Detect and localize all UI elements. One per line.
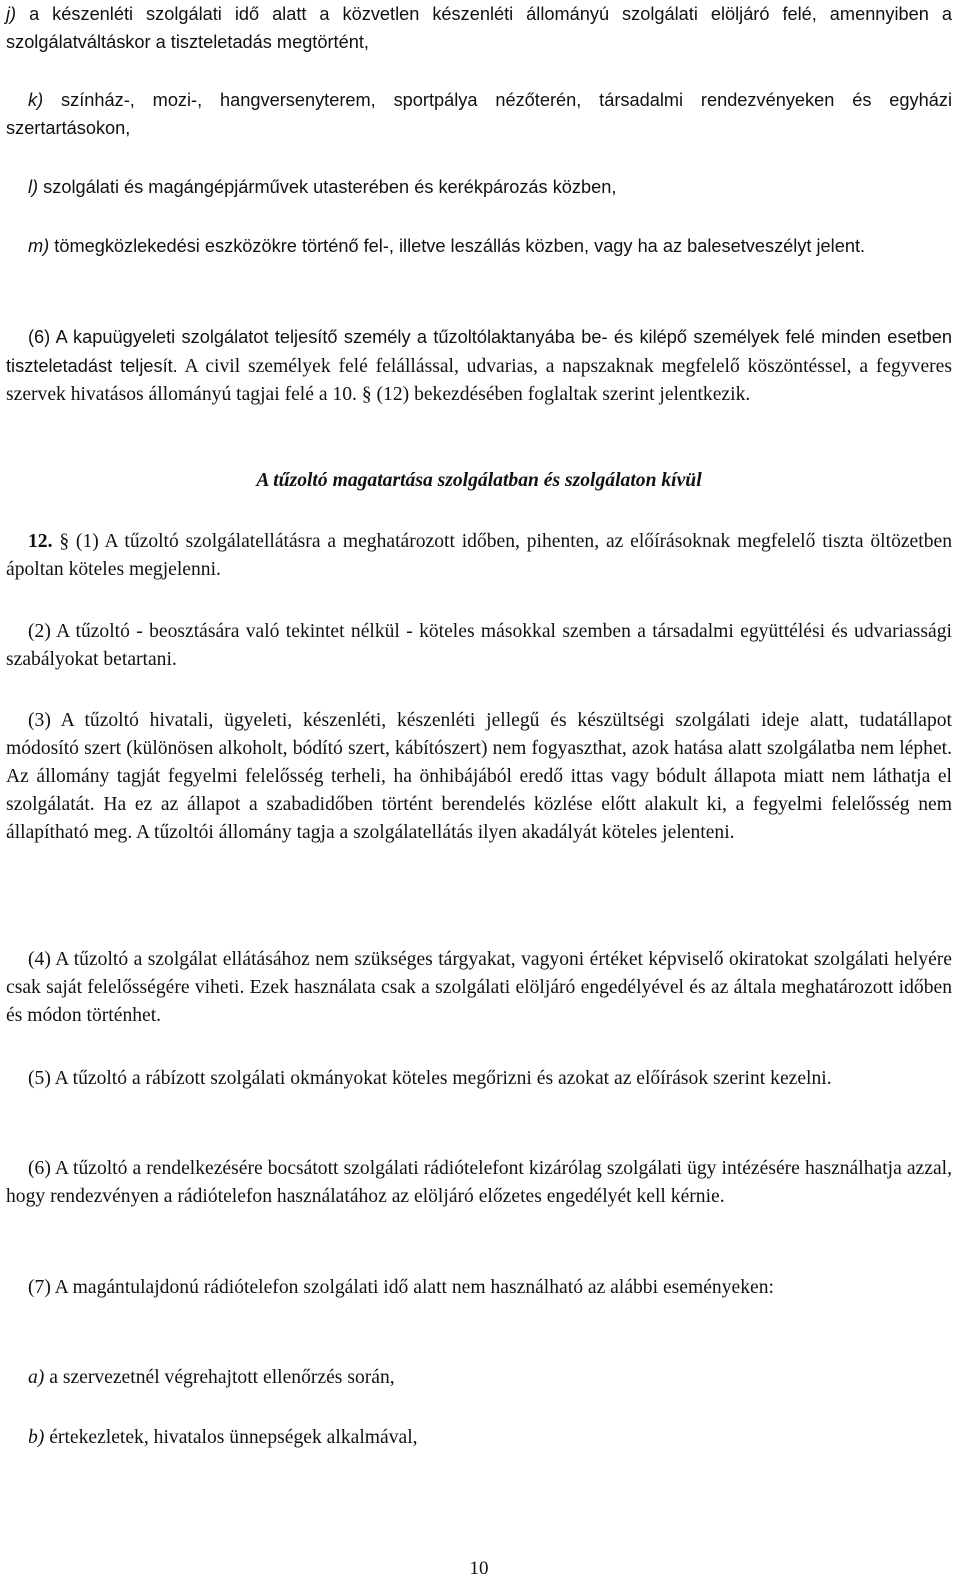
paragraph-12-7: (7) A magántulajdonú rádiótelefon szolgálati idő alatt nem használható az alábbi eseményeken: [28,1277,774,1298]
list-marker: b) [28,1427,45,1448]
section-number: 12. [28,531,53,552]
paragraph-12-2: (2) A tűzoltó - beosztására való tekintet nélkül - köteles másokkal szemben a társadalmi együttélési és udvariassági szabályokat betartani. [6,621,952,670]
list-item-text: a szervezetnél végrehajtott ellenőrzés során, [44,1367,395,1388]
paragraph-12-6: (6) A tűzoltó a rendelkezésére bocsátott szolgálati rádiótelefont kizárólag szolgálati ügy intézésére használhatja azzal, hogy rendezvényen a rádiótelefon használatához az elöljáró előzetes engedélyét kell kérnie. [6,1158,952,1207]
list-item-m [6,232,952,260]
list-marker: l) [28,177,39,197]
list-item-a [6,1364,952,1392]
page-number: 10 [469,1558,489,1579]
list-item-text: értekezletek, hivatalos ünnepségek alkalmával, [44,1427,418,1448]
paragraph-12-4: (4) A tűzoltó a szolgálat ellátásához nem szükséges tárgyakat, vagyoni értéket képviselő okiratokat szolgálati helyére csak saját felelősségére viheti. Ezek használata csak a szolgálati elöljáró engedélyével és az általa meghatározott időben és módon történhet. [6,949,952,1026]
section-title: A tűzoltó magatartása szolgálatban és szolgálaton kívül [256,470,702,491]
list-marker: j) [6,4,17,24]
list-marker: k) [28,90,44,110]
paragraph-12-1 [6,528,952,584]
list-item-k [6,86,952,142]
paragraph-6-first-sentence: (6) A kapuügyeleti szolgálatot teljesítő személy a tűzoltólaktanyába be- és kilépő személyek felé minden esetben tiszteletadást teljesít. [6,327,952,376]
list-item-text: tömegközlekedési eszközökre történő fel-, illetve leszállás közben, vagy ha az balesetveszélyt jelent. [49,236,866,256]
paragraph-6-rest: A civil személyek felé felállással, udvarias, a napszaknak megfelelő köszöntéssel, a fegyveres szervek hivatásos állományú tagjai felé a 10. § (12) bekezdésében foglaltak szerint jelentkezik. [6,356,952,405]
list-marker: a) [28,1367,45,1388]
list-item-j [6,0,952,56]
list-item-text: szolgálati és magángépjárművek utasterében és kerékpározás közben, [38,177,617,197]
list-item-text: a készenléti szolgálati idő alatt a közvetlen készenléti állományú szolgálati elöljáró felé, amennyiben a szolgálatváltáskor a tiszteletadás megtörtént, [6,4,952,52]
list-item-text: színház-, mozi-, hangversenyterem, sportpálya nézőterén, társadalmi rendezvényeken és egyházi szertartásokon, [6,90,952,138]
list-marker: m) [28,236,50,256]
paragraph-text: § (1) A tűzoltó szolgálatellátásra a meghatározott időben, pihenten, az előírásoknak megfelelő tiszta öltözetben ápoltan köteles megjelenni. [6,531,952,580]
paragraph-6 [6,323,952,409]
list-item-l [6,173,952,201]
list-item-b [6,1424,952,1452]
paragraph-12-3: (3) A tűzoltó hivatali, ügyeleti, készenléti, készenléti jellegű és készültségi szolgálati ideje alatt, tudatállapot módosító szert (különösen alkoholt, bódító szert, kábítószert) nem fogyaszthat, azok hatása alatt szolgálatba nem léphet. Az állomány tagját fegyelmi felelősség terheli, ha önhibájából eredő ittas vagy bódult állapota miatt nem láthatja el szolgálatát. Ha ez az állapot a szabadidőben történt berendelés közlése előtt alakult ki, a fegyelmi felelősség nem állapítható meg. A tűzoltói állomány tagja a szolgálatellátás ilyen akadályát köteles jelenteni. [6,710,952,843]
paragraph-12-5: (5) A tűzoltó a rábízott szolgálati okmányokat köteles megőrizni és azokat az előírások szerint kezelni. [28,1068,832,1089]
